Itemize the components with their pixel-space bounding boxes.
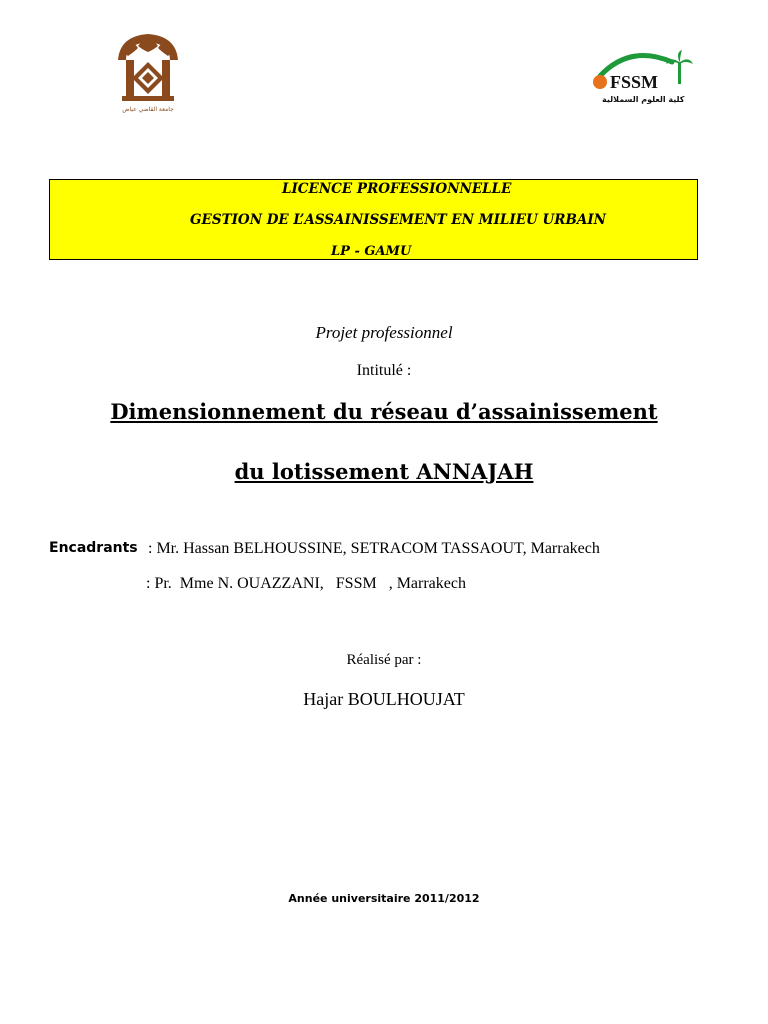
banner-line-lp-gamu: LP - GAMU	[331, 244, 412, 259]
intitule-label: Intitulé :	[356, 362, 412, 379]
encadrant-2: : Pr. Mme N. OUAZZANI, FSSM , Marrakech	[146, 575, 466, 592]
cadi-ayyad-university-logo	[108, 30, 188, 114]
encadrant-1: : Mr. Hassan BELHOUSSINE, SETRACOM TASSAOUT, Marrakech	[148, 540, 600, 557]
banner-line-gestion: GESTION DE L’ASSAINISSEMENT EN MILIEU URBAIN	[190, 212, 607, 228]
realise-par-label: Réalisé par :	[346, 652, 422, 668]
left-logo-caption: جامعة القاضي عياض	[122, 106, 174, 113]
project-label: Projet professionnel	[315, 323, 453, 342]
program-banner	[49, 179, 698, 260]
fssm-logo	[590, 48, 694, 108]
document-title-line-2: du lotissement ANNAJAH	[234, 459, 534, 484]
document-title-line-1: Dimensionnement du réseau d’assainissement	[110, 399, 658, 424]
right-logo-name: FSSM	[610, 72, 659, 92]
academic-year: Année universitaire 2011/2012	[288, 892, 480, 905]
banner-line-licence: LICENCE PROFESSIONNELLE	[282, 181, 512, 197]
right-logo-caption: كلية العلوم السملالية	[602, 95, 685, 104]
encadrants-label: Encadrants	[49, 540, 138, 556]
author-name: Hajar BOULHOUJAT	[303, 689, 465, 709]
